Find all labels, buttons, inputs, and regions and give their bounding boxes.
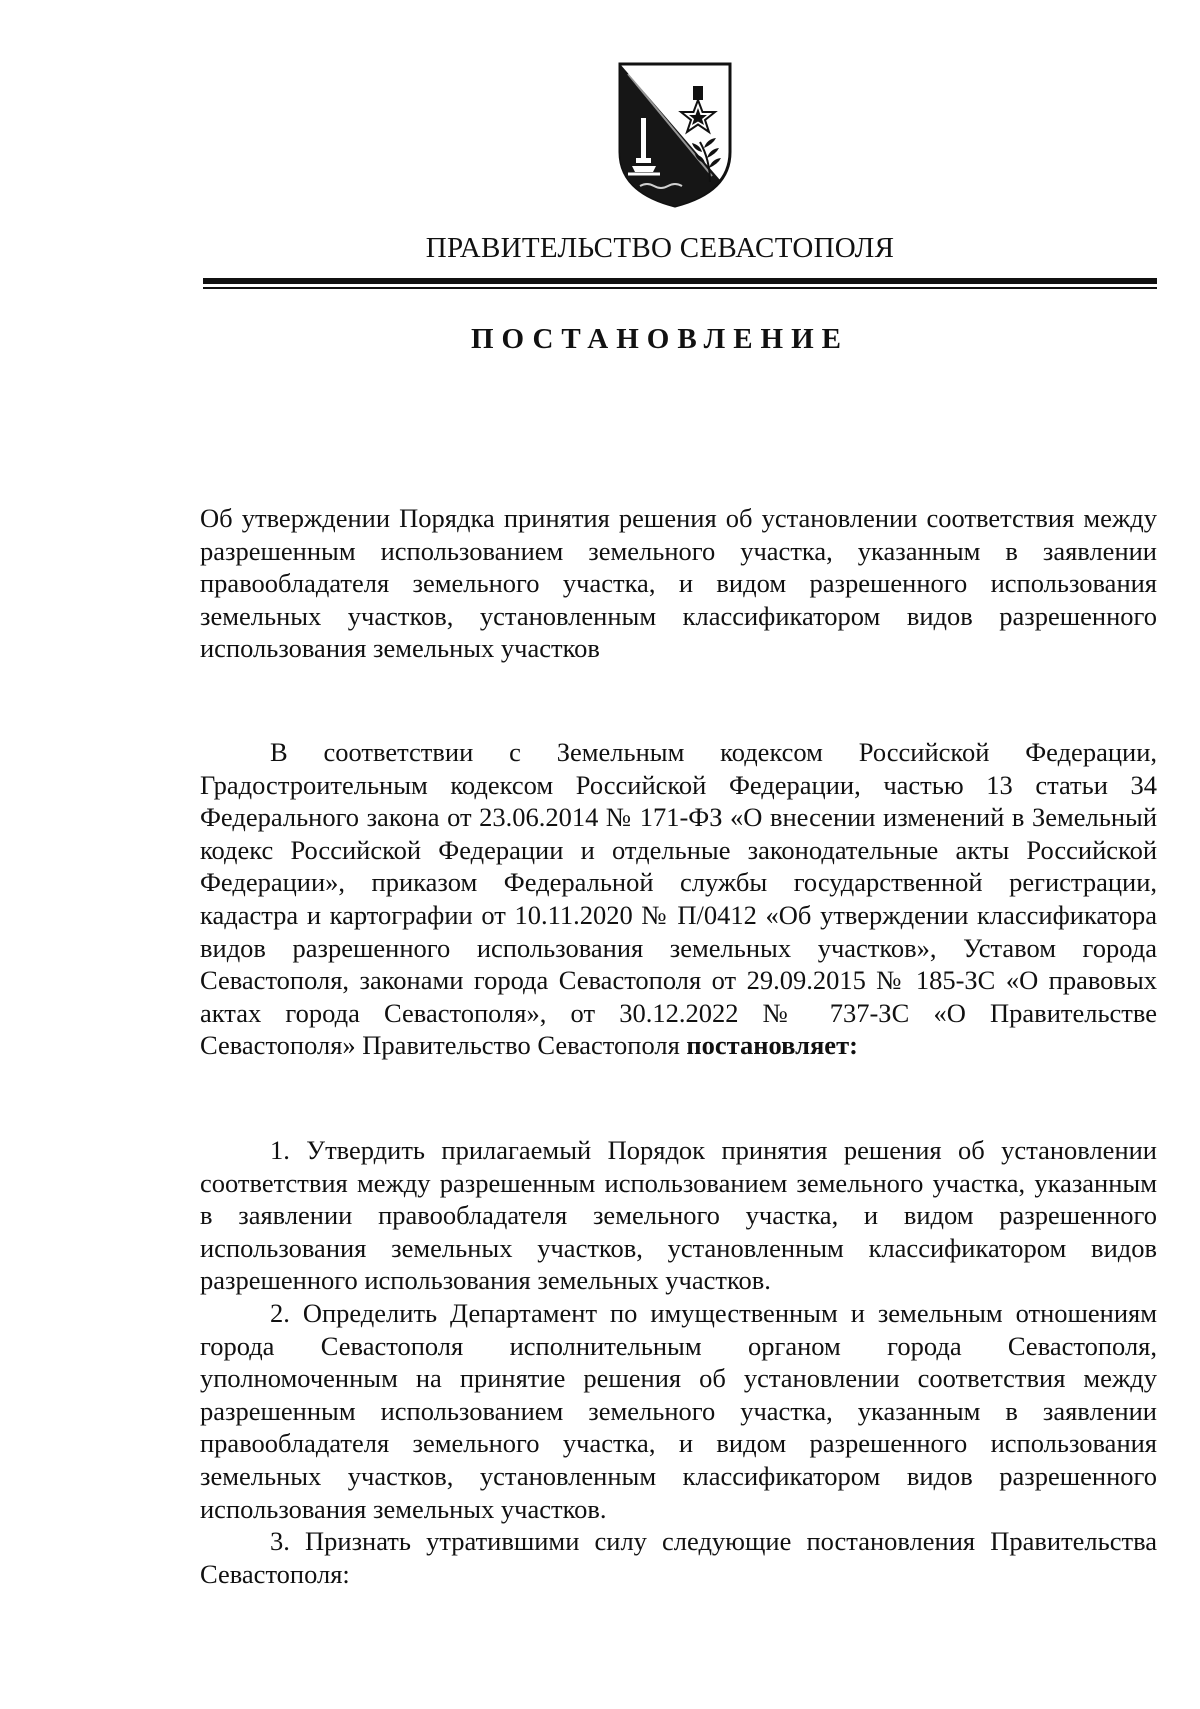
- decree-word: постановляет:: [686, 1030, 858, 1061]
- decision-items: [200, 1134, 1157, 1590]
- list-item: 3. Признать утратившими силу следующие постановления Правительства Севастополя:: [200, 1526, 1157, 1589]
- list-item: 1. Утвердить прилагаемый Порядок принятия решения об установлении соответствия между разрешенным использованием земельного участка, указанным в заявлении правообладателя земельного участка, и видом разрешенного использования земельных участков, установленным классификатором видов разрешенного использования земельных участков.: [200, 1135, 1157, 1296]
- document-type-title: ПОСТАНОВЛЕНИЕ: [470, 323, 849, 355]
- preamble: [200, 736, 1157, 1062]
- header-rule-thick: [203, 278, 1157, 284]
- subject-text: Об утверждении Порядка принятия решения об установлении соответствия между разрешенным использованием земельного участка, указанным в заявлении правообладателя земельного участка, и видом разрешенного использования земельных участков, установленным классификатором видов разрешенного использования земельных участков: [200, 503, 1157, 664]
- document-subject: [200, 502, 1157, 665]
- header-rule-thin: [203, 287, 1157, 289]
- sevastopol-coat-of-arms-icon: [614, 60, 736, 210]
- government-title: ПРАВИТЕЛЬСТВО СЕВАСТОПОЛЯ: [425, 232, 895, 264]
- list-item: 2. Определить Департамент по имущественным и земельным отношениям города Севастополя исполнительным органом города Севастополя, уполномоченным на принятие решения об установлении соответствия между разрешенным использованием земельного участка, указанным в заявлении правообладателя земельного участка, и видом разрешенного использования земельных участков, установленным классификатором видов разрешенного использования земельных участков.: [200, 1297, 1157, 1524]
- preamble-paragraph: [200, 736, 1157, 1062]
- preamble-text: В соответствии с Земельным кодексом Российской Федерации, Градостроительным кодексом Российской Федерации, частью 13 статьи 34 Федерального закона от 23.06.2014 № 171-ФЗ «О внесении изменений в Земельный кодекс Российской Федерации и отдельные законодательные акты Российской Федерации», приказом Федеральной службы государственной регистрации, кадастра и картографии от 10.11.2020 № П/0412 «Об утверждении классификатора видов разрешенного использования земельных участков», Уставом города Севастополя, законами города Севастополя от 29.09.2015 № 185-ЗС «О правовых актах города Севастополя», от 30.12.2022 № 737-ЗС «О Правительстве Севастополя» Правительство Севастополя: [200, 737, 1157, 1061]
